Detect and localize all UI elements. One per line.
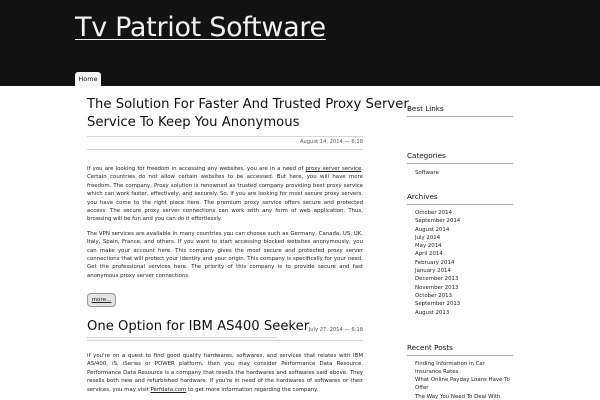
archive-item[interactable]: July 2014 bbox=[415, 234, 441, 241]
post-title-divider bbox=[87, 337, 277, 338]
post-meta-divider bbox=[87, 340, 363, 341]
post-date: August 14, 2014 — 6:18 bbox=[299, 139, 363, 145]
paragraph-text: If you are looking for freedom in accessing any websites, you are in a need of bbox=[87, 166, 306, 172]
recent-post-item[interactable]: What Online Payday Loans Have To Offer bbox=[415, 377, 510, 391]
widget-title-best-links: Best Links bbox=[407, 104, 444, 113]
post-title[interactable]: One Option for IBM AS400 Seeker bbox=[87, 319, 310, 334]
post-date: July 27, 2014 — 6:18 bbox=[308, 327, 363, 333]
archive-item[interactable]: December 2013 bbox=[415, 276, 459, 283]
archives-list bbox=[415, 209, 460, 317]
archive-item[interactable]: October 2014 bbox=[415, 210, 453, 216]
recent-posts-list bbox=[415, 361, 513, 400]
recent-post-item[interactable]: Finding Information in Car Insurance Rates bbox=[415, 361, 485, 375]
archive-item[interactable]: April 2014 bbox=[415, 251, 443, 258]
post-meta-divider bbox=[87, 149, 363, 150]
paragraph-text: If you're on a quest to find good quality hardwares, softwares, and services that relates with IBM AS/400, iS, iSeries or POWER platform, then you may consider Performance Data Resource. Performance Data Resource is a company that resells the hardwares and softwares said above. They resells both new and refurbished hardware. If you're in need of the hardwares of softwares or their services, you may visit bbox=[87, 353, 363, 393]
categories-list bbox=[415, 169, 439, 177]
widget-divider bbox=[407, 116, 513, 117]
category-item[interactable]: Software bbox=[415, 170, 439, 176]
post-paragraph bbox=[87, 352, 363, 394]
archive-item[interactable]: October 2013 bbox=[415, 292, 453, 299]
archive-item[interactable]: May 2014 bbox=[415, 243, 442, 250]
more-button[interactable]: more... bbox=[87, 293, 116, 307]
post-paragraph bbox=[87, 165, 363, 224]
perfdata-link[interactable]: Perfdata.com bbox=[150, 386, 187, 393]
archive-item[interactable]: February 2014 bbox=[415, 259, 455, 266]
recent-post-item[interactable]: The Way You Need To Deal With bbox=[415, 393, 501, 400]
post-title-line2[interactable]: Service To Keep You Anonymous bbox=[87, 115, 300, 130]
site-header bbox=[0, 0, 600, 86]
widget-title-archives: Archives bbox=[407, 192, 438, 201]
paragraph-text: to get more information regarding the company. bbox=[186, 386, 319, 393]
widget-title-recent-posts: Recent Posts bbox=[407, 343, 453, 352]
post-title-divider bbox=[87, 136, 363, 137]
widget-divider bbox=[407, 204, 513, 205]
paragraph-text: . Certain countries do not allow certain websites to be accessed. But here, you will have more freedom. The company, Proxy solution is renowned as trusted company providing best proxy service which can work faster, effectively, and securely. So, if you are looking for most secure proxy servers, you have come to the right place here. The premium proxy service offers secure and protected access. The secure proxy server connections can work with any form of web application. Thus, browsing will be fun and you can do it effortlessly. bbox=[87, 166, 363, 223]
widget-divider bbox=[407, 355, 513, 356]
widget-divider bbox=[407, 163, 513, 164]
site-title[interactable]: Tv Patriot Software bbox=[75, 12, 326, 43]
archive-item[interactable]: August 2014 bbox=[415, 226, 450, 233]
archive-item[interactable]: November 2013 bbox=[415, 284, 459, 291]
post-body bbox=[87, 165, 363, 286]
proxy-server-service-link[interactable]: proxy server service bbox=[305, 166, 362, 172]
post-body bbox=[87, 352, 363, 400]
archive-item[interactable]: September 2014 bbox=[415, 218, 461, 225]
archive-item[interactable]: January 2014 bbox=[415, 268, 451, 275]
post-paragraph: The VPN services are available in many countries you can choose such as Germany, Canada, US, UK, Italy, Spain, France, and others. If you want to start accessing blocked websites anonymously, you can make your account here. This company gives the most secure and protected proxy server connections that will protect your identity and your origin. This company is specifically for your need. Get the professional services here. The priority of this company is to provide secure and fast anonymous proxy server connections. bbox=[87, 230, 363, 279]
nav-tab-home[interactable]: Home bbox=[75, 72, 101, 87]
archive-item[interactable]: August 2013 bbox=[415, 309, 450, 316]
post-title-line1[interactable]: The Solution For Faster And Trusted Proxy Server bbox=[87, 97, 409, 112]
archive-item[interactable]: September 2013 bbox=[415, 301, 461, 308]
widget-title-categories: Categories bbox=[407, 151, 446, 160]
